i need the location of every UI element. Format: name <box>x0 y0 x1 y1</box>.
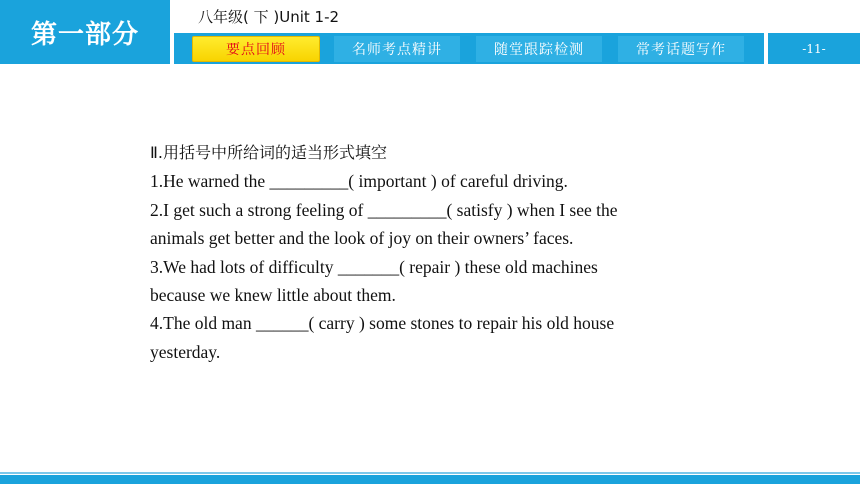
exercise-heading: Ⅱ.用括号中所给词的适当形式填空 <box>150 143 387 162</box>
slide-header <box>0 0 860 64</box>
page-number: -11- <box>768 33 860 64</box>
part-label: 第一部分 <box>0 0 170 64</box>
tab-follow-up-test[interactable]: 随堂跟踪检测 <box>476 36 602 62</box>
tab-key-points-review[interactable]: 要点回顾 <box>192 36 320 62</box>
exercise-line-2: 2.I get such a strong feeling of _________( satisfy ) when I see the <box>150 199 618 220</box>
exercise-line-4: 3.We had lots of difficulty _______( repair ) these old machines <box>150 256 598 277</box>
footer-bar <box>0 475 860 484</box>
exercise-line-7: yesterday. <box>150 341 221 362</box>
tab-topic-writing[interactable]: 常考话题写作 <box>618 36 744 62</box>
tab-teacher-explanation[interactable]: 名师考点精讲 <box>334 36 460 62</box>
exercise-content <box>150 139 710 366</box>
exercise-line-3: animals get better and the look of joy on their owners’ faces. <box>150 228 574 249</box>
exercise-line-5: because we knew little about them. <box>150 285 396 306</box>
unit-subtitle: 八年级( 下 )Unit 1-2 <box>198 8 340 26</box>
exercise-line-1: 1.He warned the _________( important ) of careful driving. <box>150 171 568 192</box>
exercise-line-6: 4.The old man ______( carry ) some stones to repair his old house <box>150 313 615 334</box>
footer-divider <box>0 472 860 474</box>
